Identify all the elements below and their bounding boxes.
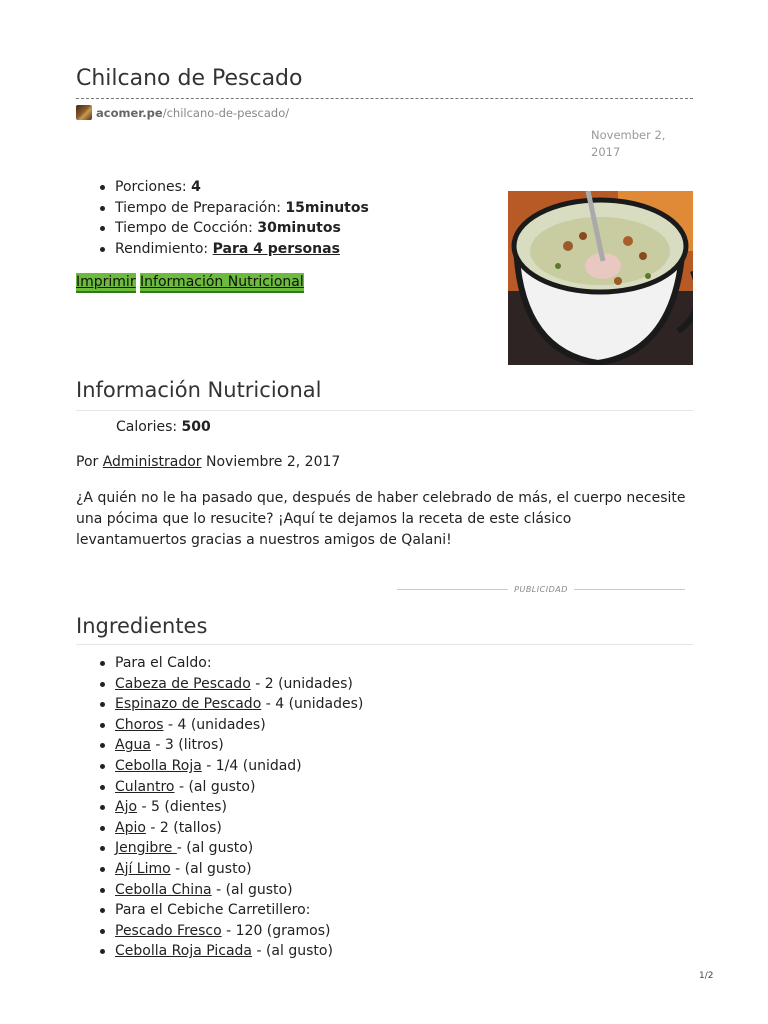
meta-value: 30minutos [257,220,341,237]
ingredient-quantity: - 4 (unidades) [261,696,364,713]
ingredient-quantity: - (al gusto) [176,840,254,857]
ingredient-quantity: - (al gusto) [252,943,333,960]
ingredient-item [76,859,363,880]
ingredient-quantity: Para el Cebiche Carretillero: [115,902,311,919]
ingredient-quantity: - 5 (dientes) [137,799,227,816]
meta-value: 4 [191,179,201,195]
ingredient-quantity: - (al gusto) [211,881,293,898]
nutrition-heading: Información Nutricional [76,378,322,402]
ingredient-item [76,694,363,715]
meta-label: Tiempo de Preparación: [115,199,286,216]
ingredient-quantity: - 2 (tallos) [145,819,222,836]
ingredient-link[interactable]: Agua [115,737,151,754]
divider [76,410,693,411]
ingredient-link[interactable]: Pescado Fresco [115,922,222,939]
yield-link[interactable]: Para 4 personas [212,240,340,257]
ingredient-item [76,797,363,818]
ingredients-list [76,653,363,962]
divider [76,644,693,645]
source-link[interactable] [76,105,289,120]
meta-label: Rendimiento: [115,240,213,257]
ingredient-quantity: - (al gusto) [170,860,252,877]
ingredient-item [76,880,363,901]
ingredient-item [76,777,363,798]
ingredient-quantity: - 120 (gramos) [221,922,331,939]
ingredient-section-label [76,653,363,674]
action-buttons [76,274,304,290]
ingredient-link[interactable]: Ajo [115,799,138,816]
ad-line-left [397,589,508,590]
recipe-photo [508,191,693,365]
ingredient-quantity: - 1/4 (unidad) [201,757,302,774]
calories-value: 500 [181,419,211,435]
meta-servings [76,177,369,198]
dashed-divider [76,98,693,99]
source-domain: acomer.pe [96,105,163,120]
recipe-meta-list [76,177,369,259]
ingredient-quantity: - 2 (unidades) [250,675,353,692]
ingredient-link[interactable]: Apio [115,819,146,836]
page-number: 1/2 [699,971,714,981]
byline [76,454,340,470]
calories [116,419,211,435]
meta-prep-time [76,198,369,219]
nutrition-info-button[interactable]: Información Nutricional [140,273,304,293]
ingredient-link[interactable]: Cabeza de Pescado [115,675,251,692]
author-link[interactable]: Administrador [102,454,202,470]
publish-date: November 2, 2017 [591,128,666,159]
meta-cook-time [76,218,369,239]
ingredient-link[interactable]: Espinazo de Pescado [115,696,262,713]
ingredient-item [76,674,363,695]
ingredient-link[interactable]: Cebolla China [115,881,212,898]
ingredient-link[interactable]: Choros [115,716,164,733]
ingredient-item [76,715,363,736]
ingredient-quantity: - 3 (litros) [150,737,224,754]
ingredient-link[interactable]: Culantro [115,778,175,795]
page-title: Chilcano de Pescado [76,66,303,91]
ad-separator [397,582,685,596]
byline-prefix: Por [76,454,103,470]
calories-label: Calories: [116,419,182,435]
ingredient-item [76,756,363,777]
ad-label: PUBLICIDAD [514,584,568,594]
ingredients-heading: Ingredientes [76,614,208,638]
ingredient-item [76,735,363,756]
print-button[interactable]: Imprimir [76,273,136,293]
site-favicon-icon [76,105,92,120]
ingredient-link[interactable]: Cebolla Roja [115,757,202,774]
ingredient-quantity: - (al gusto) [174,778,256,795]
ad-line-right [574,589,685,590]
meta-label: Tiempo de Cocción: [115,220,258,237]
ingredient-link[interactable]: Jengibre [115,840,177,857]
byline-date: Noviembre 2, 2017 [201,454,341,470]
intro-paragraph: ¿A quién no le ha pasado que, después de haber celebrado de más, el cuerpo necesite una pócima que lo resucite? ¡Aquí te dejamos la receta de este clásico levantamuertos gracias a nuestros amigos de Qalani! [76,490,686,548]
source-path: /chilcano-de-pescado/ [162,105,290,120]
ingredient-item [76,818,363,839]
ingredient-link[interactable]: Cebolla Roja Picada [115,943,252,960]
meta-yield [76,239,369,260]
ingredient-item [76,921,363,942]
meta-label: Porciones: [115,179,192,195]
ingredient-section-label [76,900,363,921]
ingredient-item [76,941,363,962]
ingredient-link[interactable]: Ají Limo [115,860,171,877]
soup-bowl-image [508,191,693,365]
meta-value: 15minutos [285,199,369,216]
ingredient-quantity: Para el Caldo: [115,655,212,671]
ingredient-item [76,838,363,859]
ingredient-quantity: - 4 (unidades) [163,716,266,733]
